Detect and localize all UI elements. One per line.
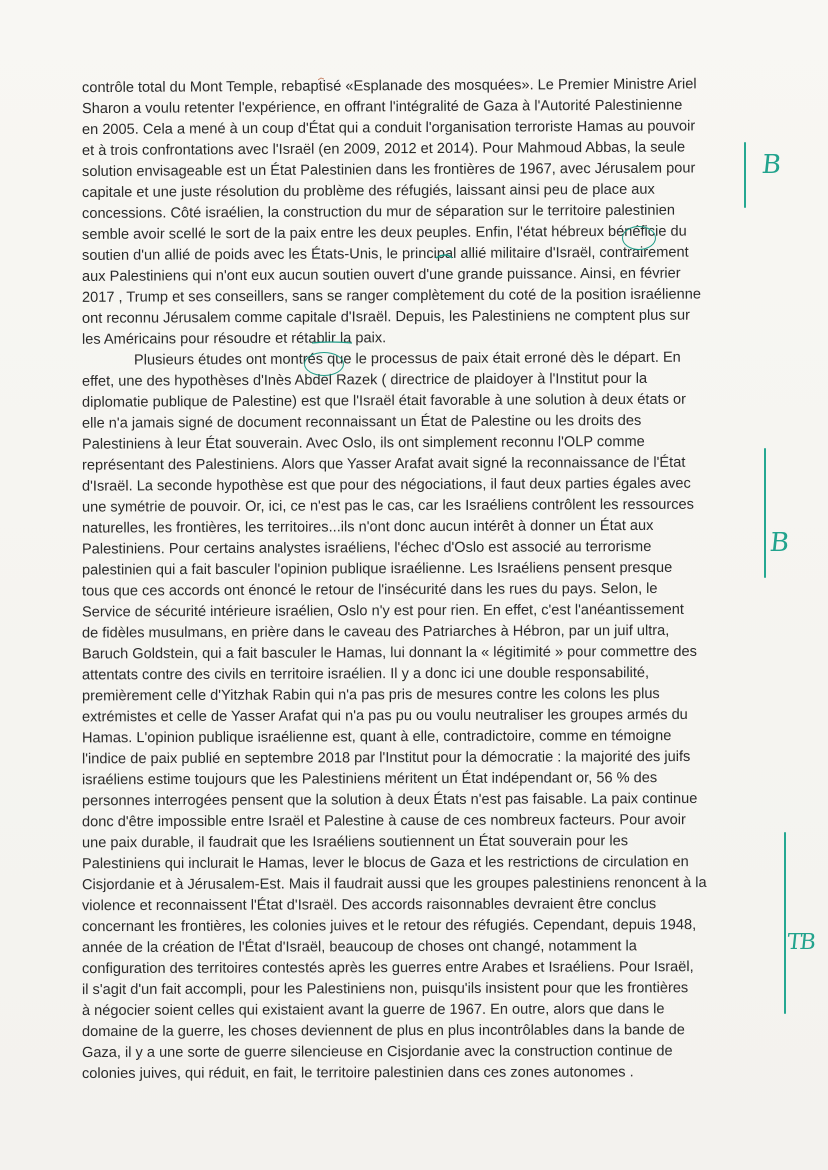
text-line: naturelles, les frontières, les territoires...ils n'ont donc aucun intérêt à donner un État aux	[81, 517, 654, 537]
text-line: donc d'être impossible entre Israël et Palestine à cause de ces nombreux facteurs. Pour avoir	[81, 812, 686, 831]
text-line: les Américains pour résoudre et rétablir la paix.	[81, 330, 387, 348]
text-line: semble avoir scellé le sort de la paix entre les deux peuples. Enfin, l'état hébreux bénéficie du	[81, 223, 687, 243]
text-line: 2017 , Trump et ses conseillers, sans se ranger complètement du coté de la position israélienne	[81, 286, 701, 306]
text-line: Plusieurs études ont montrés que le processus de paix était erroné dès le départ. En	[133, 349, 681, 369]
text-line: concernant les frontières, les colonies juives et le retour des réfugiés. Cependant, depuis 1948,	[81, 917, 697, 936]
text-line: Service de sécurité intérieure israélien, Oslo n'y est pour rien. En effet, c'est l'anéantissement	[81, 601, 684, 621]
text-line: de fidèles musulmans, en prière dans le caveau des Patriarches à Hébron, par un juif ultra,	[81, 622, 670, 642]
text-line: palestinien qui a fait basculer l'opinion publique israélienne. Les Israéliens pensent presque	[81, 559, 673, 579]
text-line: d'Israël. La seconde hypothèse est que pour des négociations, il faut deux parties égales avec	[81, 475, 691, 495]
text-line: violence et reconnaissent l'État d'Israël. Des accords raisonnables devraient être conclus	[81, 896, 657, 915]
text-line: une symétrie de pouvoir. Or, ici, ce n'est pas le cas, car les Israéliens contrôlent les ressources	[81, 496, 694, 516]
text-line: l'indice de paix publié en septembre 2018 par l'Institut pour la démocratie : la majorité des juifs	[81, 748, 691, 768]
text-line: en 2005. Cela a mené à un coup d'État qui a conduit l'organisation terroriste Hamas au pouvoir	[81, 118, 696, 139]
text-line: Palestiniens qui inclurait le Hamas, lever le blocus de Gaza et les restrictions de circulation en	[81, 854, 689, 873]
text-line: Baruch Goldstein, qui a fait basculer le Hamas, lui donnant la « légitimité » pour commettre des	[81, 643, 697, 663]
text-line: domaine de la guerre, les choses deviennent de plus en plus incontrôlables dans la bande de	[81, 1022, 685, 1041]
text-line: colonies juives, qui réduit, en fait, le territoire palestinien dans ces zones autonomes .	[81, 1064, 634, 1082]
text-line: solution envisageable est un État Palestinien dans les frontières de 1967, avec Jérusalem pour	[81, 160, 696, 181]
text-line: Hamas. L'opinion publique israélienne est, quant à elle, contradictoire, comme en témoigne	[81, 728, 672, 747]
text-line: ont reconnu Jérusalem comme capitale d'Israël. Depuis, les Palestiniens ne comptent plus sur	[81, 307, 690, 327]
text-line: capitale et une juste résolution du problème des réfugiés, laissant ainsi peu de place aux	[81, 181, 655, 201]
text-line: configuration des territoires contestés après les guerres entre Arabes et Israéliens. Pour Israël,	[81, 959, 694, 978]
text-line: elle n'a jamais signé de document reconnaissant un État de Palestine ou les droits des	[81, 412, 642, 432]
text-line: représentant des Palestiniens. Alors que Yasser Arafat avait signé la reconnaissance de l'État	[81, 454, 686, 474]
text-line: contrôle total du Mont Temple, rebaptisé «Esplanade des mosquées». Le Premier Ministre Ariel	[81, 76, 697, 97]
text-line: Palestiniens à leur État souverain. Avec Oslo, ils ont simplement reconnu l'OLP comme	[81, 433, 645, 453]
text-line: effet, une des hypothèses d'Inès Abdel Razek ( directrice de plaidoyer à l'Institut pour la	[81, 370, 648, 390]
text-line: Sharon a voulu retenter l'expérience, en offrant l'intégralité de Gaza à l'Autorité Palestinienne	[81, 97, 683, 118]
margin-grade-1: B	[760, 150, 783, 180]
text-line: israéliens estime toujours que les Palestiniens méritent un État indépendant or, 56 % des	[81, 770, 658, 789]
text-line: une paix durable, il faudrait que les Israéliens soutiennent un État souverain pour les	[81, 833, 629, 852]
text-line: extrémistes et celle de Yasser Arafat qui n'a pas pu ou voulu neutraliser les groupes armés du	[81, 706, 688, 726]
text-line: soutien d'un allié de poids avec les États-Unis, le principal allié militaire d'Israël, contrairement	[81, 244, 689, 264]
text-line: diplomatie publique de Palestine) est que l'Israël était favorable à une solution à deux états or	[81, 391, 686, 411]
text-line: il s'agit d'un fait accompli, pour les Palestiniens non, puisqu'ils insistent pour que les frontières	[81, 980, 689, 999]
text-line: tous que ces accords ont énoncé le retour de l'insécurité dans les rues du pays. Selon, le	[81, 580, 658, 600]
text-line: concessions. Côté israélien, la construction du mur de séparation sur le territoire palestinien	[81, 202, 676, 222]
text-line: et à trois confrontations avec l'Israël (en 2009, 2012 et 2014). Pour Mahmoud Abbas, la seule	[81, 139, 686, 160]
text-line: attentats contre des civils en territoire israélien. Il y a donc ici une double responsabilité,	[81, 665, 650, 684]
text-line: année de la création de l'État d'Israël, beaucoup de choses ont changé, notamment la	[81, 938, 637, 957]
text-line: personnes interrogées pensent que la solution à deux États n'est pas faisable. La paix continue	[81, 790, 698, 810]
text-line: Gaza, il y a une sorte de guerre silencieuse en Cisjordanie avec la construction continue de	[81, 1043, 673, 1061]
text-line: Palestiniens. Pour certains analystes israéliens, l'échec d'Oslo est associé au terrorisme	[81, 538, 652, 558]
text-line: Cisjordanie et à Jérusalem-Est. Mais il faudrait aussi que les groupes palestiniens renoncent à la	[81, 875, 707, 894]
text-line: premièrement celle d'Yitzhak Rabin qui n'a pas pris de mesures contre les colons les plus	[81, 686, 660, 705]
text-line: aux Palestiniens qui n'ont eux aucun soutien ouvert d'une grande puissance. Ainsi, en février	[81, 265, 681, 285]
text-line: à négocier soient celles qui existaient avant la guerre de 1967. En outre, alors que dans le	[81, 1001, 665, 1020]
margin-grade-2: B	[768, 528, 791, 558]
margin-grade-3: TB	[785, 930, 816, 955]
